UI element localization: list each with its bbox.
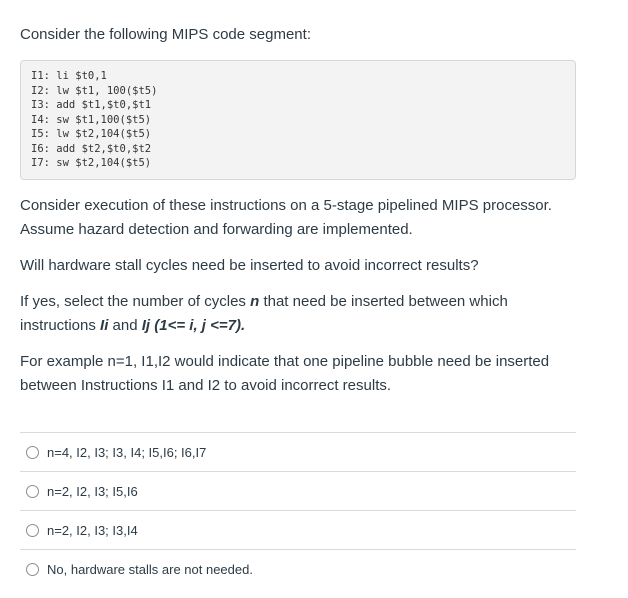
answer-option-1[interactable]: [20, 432, 576, 471]
radio-button[interactable]: [26, 524, 39, 537]
answer-option-4[interactable]: [20, 549, 576, 588]
question-paragraph-instructions: [20, 290, 576, 338]
code-line: I5: lw $t2,104($t5): [31, 128, 152, 140]
code-line: I1: li $t0,1: [31, 70, 107, 82]
para3-n: n: [250, 292, 260, 310]
radio-button[interactable]: [26, 446, 39, 459]
question-intro: Consider the following MIPS code segment:: [20, 26, 311, 43]
question-paragraph-context: Consider execution of these instructions on a 5-stage pipelined MIPS processor. Assume hazard detection and forwarding are implemented.: [20, 196, 552, 238]
code-block: [20, 60, 576, 180]
answer-option-2[interactable]: [20, 471, 576, 510]
para3-and: and: [108, 316, 142, 334]
answer-label: n=2, I2, I3; I3,I4: [47, 522, 138, 538]
answer-label: No, hardware stalls are not needed.: [47, 561, 253, 577]
answer-list: [20, 432, 576, 588]
para3-cond: (1<= i, j <=7).: [150, 316, 246, 334]
para3-ij: Ij: [141, 316, 151, 334]
answer-label: n=2, I2, I3; I5,I6: [47, 483, 138, 499]
para3-pre: If yes, select the number of cycles: [20, 292, 251, 310]
answer-label: n=4, I2, I3; I3, I4; I5,I6; I6,I7: [47, 444, 207, 460]
radio-button[interactable]: [26, 563, 39, 576]
code-line: I4: sw $t1,100($t5): [31, 113, 152, 126]
code-line: I2: lw $t1, 100($t5): [31, 84, 158, 97]
code-line: I6: add $t2,$t0,$t2: [31, 142, 152, 155]
question-paragraph-stall: Will hardware stall cycles need be inserted to avoid incorrect results?: [20, 256, 479, 274]
radio-button[interactable]: [26, 485, 39, 498]
para3-ii: Ii: [100, 316, 109, 334]
answer-option-3[interactable]: [20, 510, 576, 549]
code-line: I3: add $t1,$t0,$t1: [31, 99, 152, 111]
question-container: [20, 24, 576, 410]
code-line: I7: sw $t2,104($t5): [31, 157, 152, 169]
para3-mid: that need be inserted between which instructions: [20, 292, 508, 334]
question-paragraph-example: For example n=1, I1,I2 would indicate that one pipeline bubble need be inserted between Instructions I1 and I2 to avoid incorrect results.: [20, 352, 550, 394]
